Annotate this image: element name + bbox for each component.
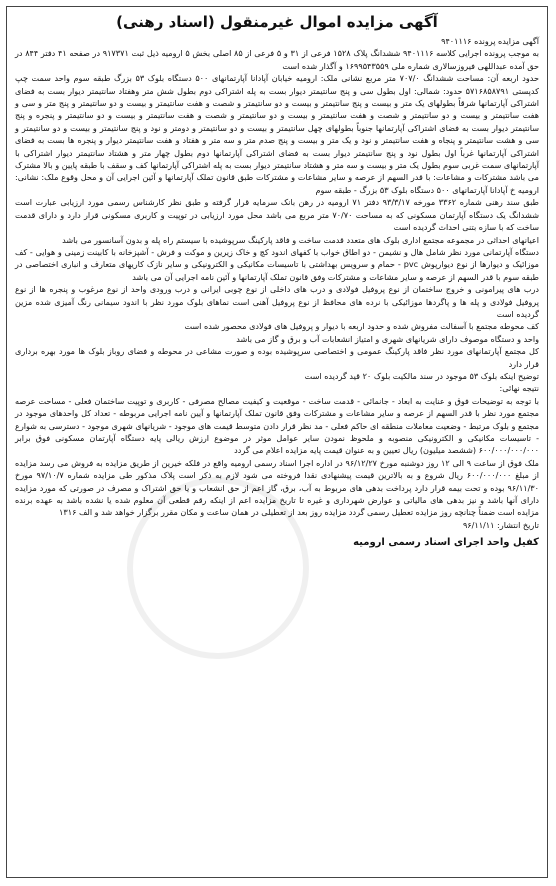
publish-date: تاریخ انتشار: ۹۶/۱۱/۱۱ [462,519,539,530]
parking-paragraph: کل مجتمع آپارتمانهای مورد نظر فاقد پارکینگ عمومی و اختصاصی سرپوشیده بوده و صورت مشاعی در محوطه و فضای روباز بلوک ها مورد بهره برداری قرار دارد [15,346,539,369]
notice-title: آگهی مزایده اموال غیرمنقول (اسناد رهنی) [116,13,438,31]
building-paragraph: اعیانهای احداثی در مجموعه مجتمع اداری بلوک های متعدد قدمت ساخت و فاقد پارکینگ سرپوشیده با سیستم راه پله و بدون آسانسور می باشد [62,234,539,245]
apartment-paragraph: دستگاه آپارتمانی مورد نظر شامل هال و نشیمن - دو اطاق خواب با کفهای اندود کچ و خاک زیرین و موکت و فرش - آشپزخانه با کابینت زمینی و هوایی - کف موزائیک و دیوارها از نوع دیوارپوش pvc - حمام و سرویس بهداشتی با تاسیسات مکانیکی و الکترونیکی و سایر نازک کاریهای متعارف و انباری اختصاصی در طبقه سوم با قدر السهم از عرصه و سایر مشاعات و مشترکات وفق قانون تملک آپارتمانها و آئین نامه اجرایی آن می باشد [15,246,539,282]
mortgage-paragraph: طبق سند رهنی شماره ۳۳۶۲ مورخه ۹۳/۳/۱۷ دفتر ۷۱ ارومیه در رهن بانک سرمایه قرار گرفته و طبق نظر کارشناس رسمی مورد ارزیابی عبارت است ششدانگ یک دستگاه آپارتمان مسکونی که به مساحت ۷۰/۷۰ متر مربع می باشد محل مورد ارزیابی در توپیت و کاربری مسکونی قرار دارد و دارای قدمت ساخت که با سازه بتنی احداث گردیده است [15,197,540,233]
auction-terms-paragraph: ملک فوق از ساعت ۹ الی ۱۲ روز دوشنبه مورخ ۹۶/۱۲/۲۷ در اداره اجرا اسناد رسمی ارومیه واقع در فلکه خیرین از طریق مزایده به فروش می رسد مزایده از مبلغ ۶۰۰/۰۰۰/۰۰۰ ریال شروع و به بالاترین قیمت پیشنهادی نقدا فروخته می شود لازم به ذکر است پلاک مذکور طی مزایده شماره ۹۷/۱۰/۷ مورخ ۹۶/۱۱/۳۰ بوده و تحت بیمه قرار دارد پرداخت بدهی های مربوط به آب، برق، گاز اعم از حق انشعاب و یا حق اشتراک و مصرف در صورتی که مورد مزایده دارای آنها باشد و نیز بدهی های مالیاتی و عوارض شهرداری و غیره تا تاریخ مزایده اعم از اینکه رقم قطعی آن معلوم شده یا نشده باشد به عهده برنده مزایده است ضمناً چنانچه روز مزایده تعطیل رسمی گردد مزایده روز بعد از تعطیلی در همان ساعت و مکان مقرر برگزار خواهد شد و الف ۱۳۱۶ [15,457,540,518]
file-number: آگهی مزایده پرونده ۹۴۰۱۱۱۶ [441,36,539,46]
boundaries-paragraph: حدود اربعه آن: مساحت ششدانگ ۷۰۷/۰ متر مربع نشانی ملک: ارومیه خیابان آپادانا آپارتمانهای ۵۰۰ دستگاه بلوک ۵۳ بزرگ طبقه سوم واحد سمت چپ کدپستی ۵۷۱۶۸۵۸۷۹۱ حدود: شمالی: اول بطول سی و پنج سانتیمتر دیوار بست به پله اشتراکی دوم بطول شش متر وهفتاد سانتیمتر دیوار بست به فضای اشتراکی آپارتمانها شرقاً بطولهای یک متر و بیست و پنج سانتیمتر و بیست و دو سانتیمتر و شصت و هفت سانتیمتر و بیست و دو سانتیمتر و پنج متر و سی و هفت سانتیمتر و بیست و دو سانتیمتر و شصت و هفت سانتیمتر و بیست و دو سانتیمتر و شصت و هفت سانتیمتر و بیست و دو سانتیمتر و پنجره و پنج سانتیمتر دیوار بست به فضای اشتراکی آپارتمانها جنوباً بطولهای چهل سانتیمتر و بیست و دو سانتیمتر و دومتر و نود و پنج سانتیمتر و بیست و دو سانتیمتر و سی و هشت سانتیمتر و پنجاه و هفت سانتیمتر و نود و یک متر و بیست و پنج صدم متر و سه متر و هفتاد و هفت سانتیمتر دیوار و پنجره ها بست به فضای اشتراکی آپارتمانها غرباً اول بطول نود و پنج سانتیمتر دیوار بست به فضای اشتراکی آپارتمانها دوم بطول چهار متر و هشتاد سانتیمتر دیوار اشتراکی با آپارتمانهای سمت غربی سوم بطول یک متر و بیست و سه متر و هشتاد سانتیمتر دیوار بست به پله اشتراکی آپارتمانها کف و سقف با طبقه پایین و بالا مشترک می باشد مشترکات و مشاعات: با قدر السهم از عرصه و سایر مشاعات و مشترکات طبق قانون تملک آپارتمانها و آئین اجرایی آن و محل وقوع ملک: نشانی: ارومیه خ آپادانا آپارتمانهای ۵۰۰ دستگاه بلوک ۵۳ بزرگ - طبقه سوم [15,73,539,195]
block-note: توضیح اینکه بلوک ۵۳ موجود در سند مالکیت بلوک ۲۰ قید گردیده است [304,370,539,381]
auction-notice [6,6,548,878]
intro-paragraph: به موجب پرونده اجرایی کلاسه ۹۴۰۱۱۱۶ ششدانگ پلاک ۱۵۲۸ فرعی از ۳۱ و ۵ فرعی از ۸۵ اصلی بخش ۵ ارومیه ذیل ثبت ۹۱۷۳۷۱ در صفحه ۴۱ دفتر ۸۴۴ در حق آمده عبداللهی فیروزسالاری شماره ملی ۱۶۹۹۵۴۳۵۵۹ و آگذار شده است [15,48,539,71]
signature: کفیل واحد اجرای اسناد رسمی ارومیه [353,537,539,549]
valuation-paragraph: با توجه به توضیحات فوق و عنایت به ابعاد - جانمائی - قدمت ساخت - موقعیت و کیفیت مصالح مصرفی - کاربری و توپیت ساختمان فعلی - مساحت عرصه مجتمع مورد نظر با قدر السهم از عرصه و سایر مشاعات و مشترکات وفق قانون تملک آپارتمانها و آیین نامه اجرایی مربوطه - تعداد کل واحدهای موجود در مجتمع و بلوک مرتبط - وضعیت معاملات منطقه ای حاکم فعلی - مد نظر قرار دادن متوسط قیمت های موجود - شریانهای شهری موجود - دسترسی به شوارع - تاسیسات مکانیکی و الکترونیکی منصوبه و ملحوظ نمودن سایر عوامل موثر در موضوع ارزش ریالی پایه دستگاه آپارتمان مسکونی فوق برابر ۶۰۰/۰۰۰/۰۰۰/۰۰۰ (ششصد میلیون) ریال تعیین و به عنوان قیمت پایه مزایده اعلام می گردد [15,395,539,456]
yard-paragraph: کف محوطه مجتمع با آسفالت مفروش شده و حدود اربعه با دیوار و پروفیل های فولادی محصور شده است [184,321,539,332]
doors-paragraph: درب های پیرامونی و خروج ساختمان از نوع پروفیل فولادی و درب های داخلی از نوع چوبی ایرانی و درب ورودی واحد از نوع مرغوب و پنجره ها از نوع پروفیل فولادی و پله ها و پاگردها موزائیکی با نرده های محافظ از نوع پروفیل آهنی است نماهای بلوک مورد نظر با اندود سیمانی رنگ آمیزی شده مزین گردیده است [15,284,539,319]
result-heading: نتیجه نهائی: [499,383,539,394]
utilities-paragraph: واحد و دستگاه موصوف دارای شریانهای شهری و امتیاز انشعابات آب و برق و گاز می باشد [236,333,539,344]
